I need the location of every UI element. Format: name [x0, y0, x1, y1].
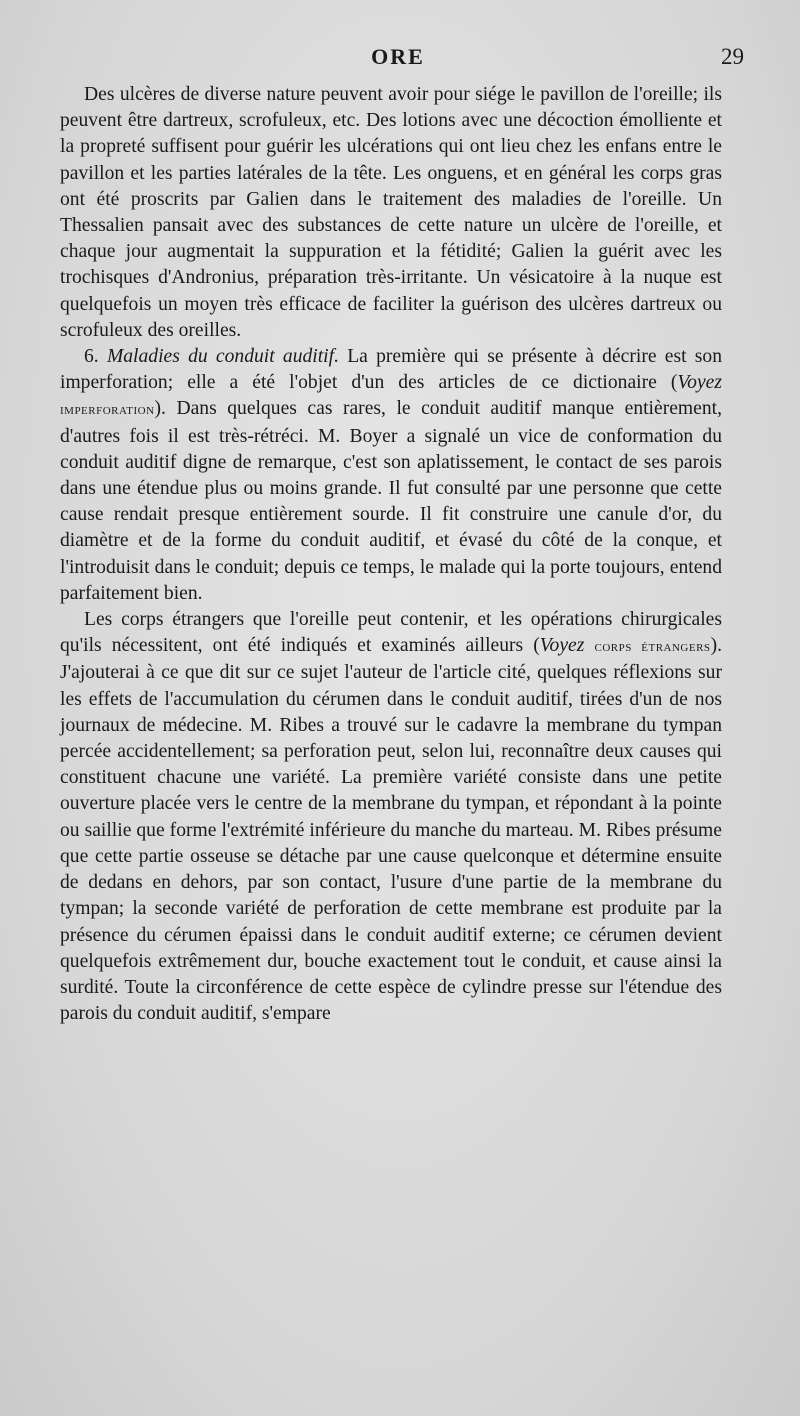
page-header	[58, 44, 744, 78]
paragraph-text: ). Dans quelques cas rares, le conduit auditif manque entièrement, d'autres fois il est très-rétréci. M. Boyer a signalé un vice de conformation du conduit auditif digne de remarque, c'est son aplatissement, le contact de ses parois dans une étendue plus ou moins grande. Il fut consulté par une personne que cette cause rendait presque entièrement sourde. Il fit construire une canule d'or, du diamètre et de la forme du conduit auditif, et évasé du côté de la conque, et l'introduisit dans le conduit; depuis ce temps, le malade qui la porte toujours, entend parfaitement bien.	[60, 398, 722, 604]
paragraph-text: ). J'ajouterai à ce que dit sur ce sujet l'auteur de l'article cité, quelques réflexions sur les effets de l'accumulation du cérumen dans le conduit auditif, tirées d'un de nos journaux de médecine. M. Ribes a trouvé sur le cadavre la membrane du tympan percée accidentellement; sa perforation peut, selon lui, reconnaître deux causes qui constituent chacune une variété. La première variété consiste dans une petite ouverture placée vers le centre de la membrane du tympan, et répondant à la pointe ou saillie que forme l'extrémité inférieure du manche du marteau. M. Ribes présume que cette partie osseuse se détache par une cause quelconque et détermine ensuite de dedans en dehors, par son contact, l'usure d'une partie de la membrane du tympan; la seconde variété de perforation de cette membrane est produite par la présence du cérumen épaissi dans le conduit auditif externe; ce cérumen devient quelquefois extrêmement dur, bouche exactement tout le conduit, et cause ainsi la surdité. Toute la circonférence de cette espèce de cylindre presse sur l'étendue des parois du conduit auditif, s'empare	[60, 635, 722, 1025]
cross-reference-voyez: Voyez	[677, 372, 722, 394]
paragraph-text: Des ulcères de diverse nature peuvent avoir pour siége le pavillon de l'oreille; ils peuvent être dartreux, scrofuleux, etc. Des lotions avec une décoction émolliente et la propreté suffisent pour guérir les ulcérations qui ont lieu chez les enfans entre le pavillon et les parties latérales de la tête. Les onguens, et en général les corps gras ont été proscrits par Galien dans le traitement des maladies de l'oreille. Un Thessalien pansait avec des substances de cette nature un ulcère de l'oreille, et chaque jour augmentait la suppuration et la fétidité; Galien la guérit avec les trochisques d'Andronius, préparation très-irritante. Un vésicatoire à la nuque est quelquefois un moyen très efficace de faciliter la guérison des ulcères dartreux ou scrofuleux des oreilles.	[60, 84, 722, 341]
section-heading: Maladies du conduit auditif.	[106, 346, 339, 368]
section-number: 6.	[84, 346, 99, 368]
page-number: 29	[721, 44, 744, 69]
cross-reference-target: imperforation	[60, 402, 155, 419]
running-head: ORE	[371, 44, 425, 69]
paragraph-text: La première qui se présente à décrire est son imperforation; elle a été l'objet d'un des articles de ce dictionaire (	[60, 346, 722, 394]
cross-reference-target: corps étrangers	[594, 639, 711, 656]
paragraph-section-6	[60, 344, 722, 607]
paragraph-foreign-bodies	[60, 607, 722, 1027]
paragraph-text: Les corps étrangers que l'oreille peut contenir, et les opérations chirurgicales qu'ils nécessitent, ont été indiqués et examinés ailleurs (	[60, 609, 722, 657]
body-text	[60, 82, 722, 1027]
paragraph-ulcers	[60, 82, 722, 344]
cross-reference-voyez: Voyez	[539, 635, 585, 657]
